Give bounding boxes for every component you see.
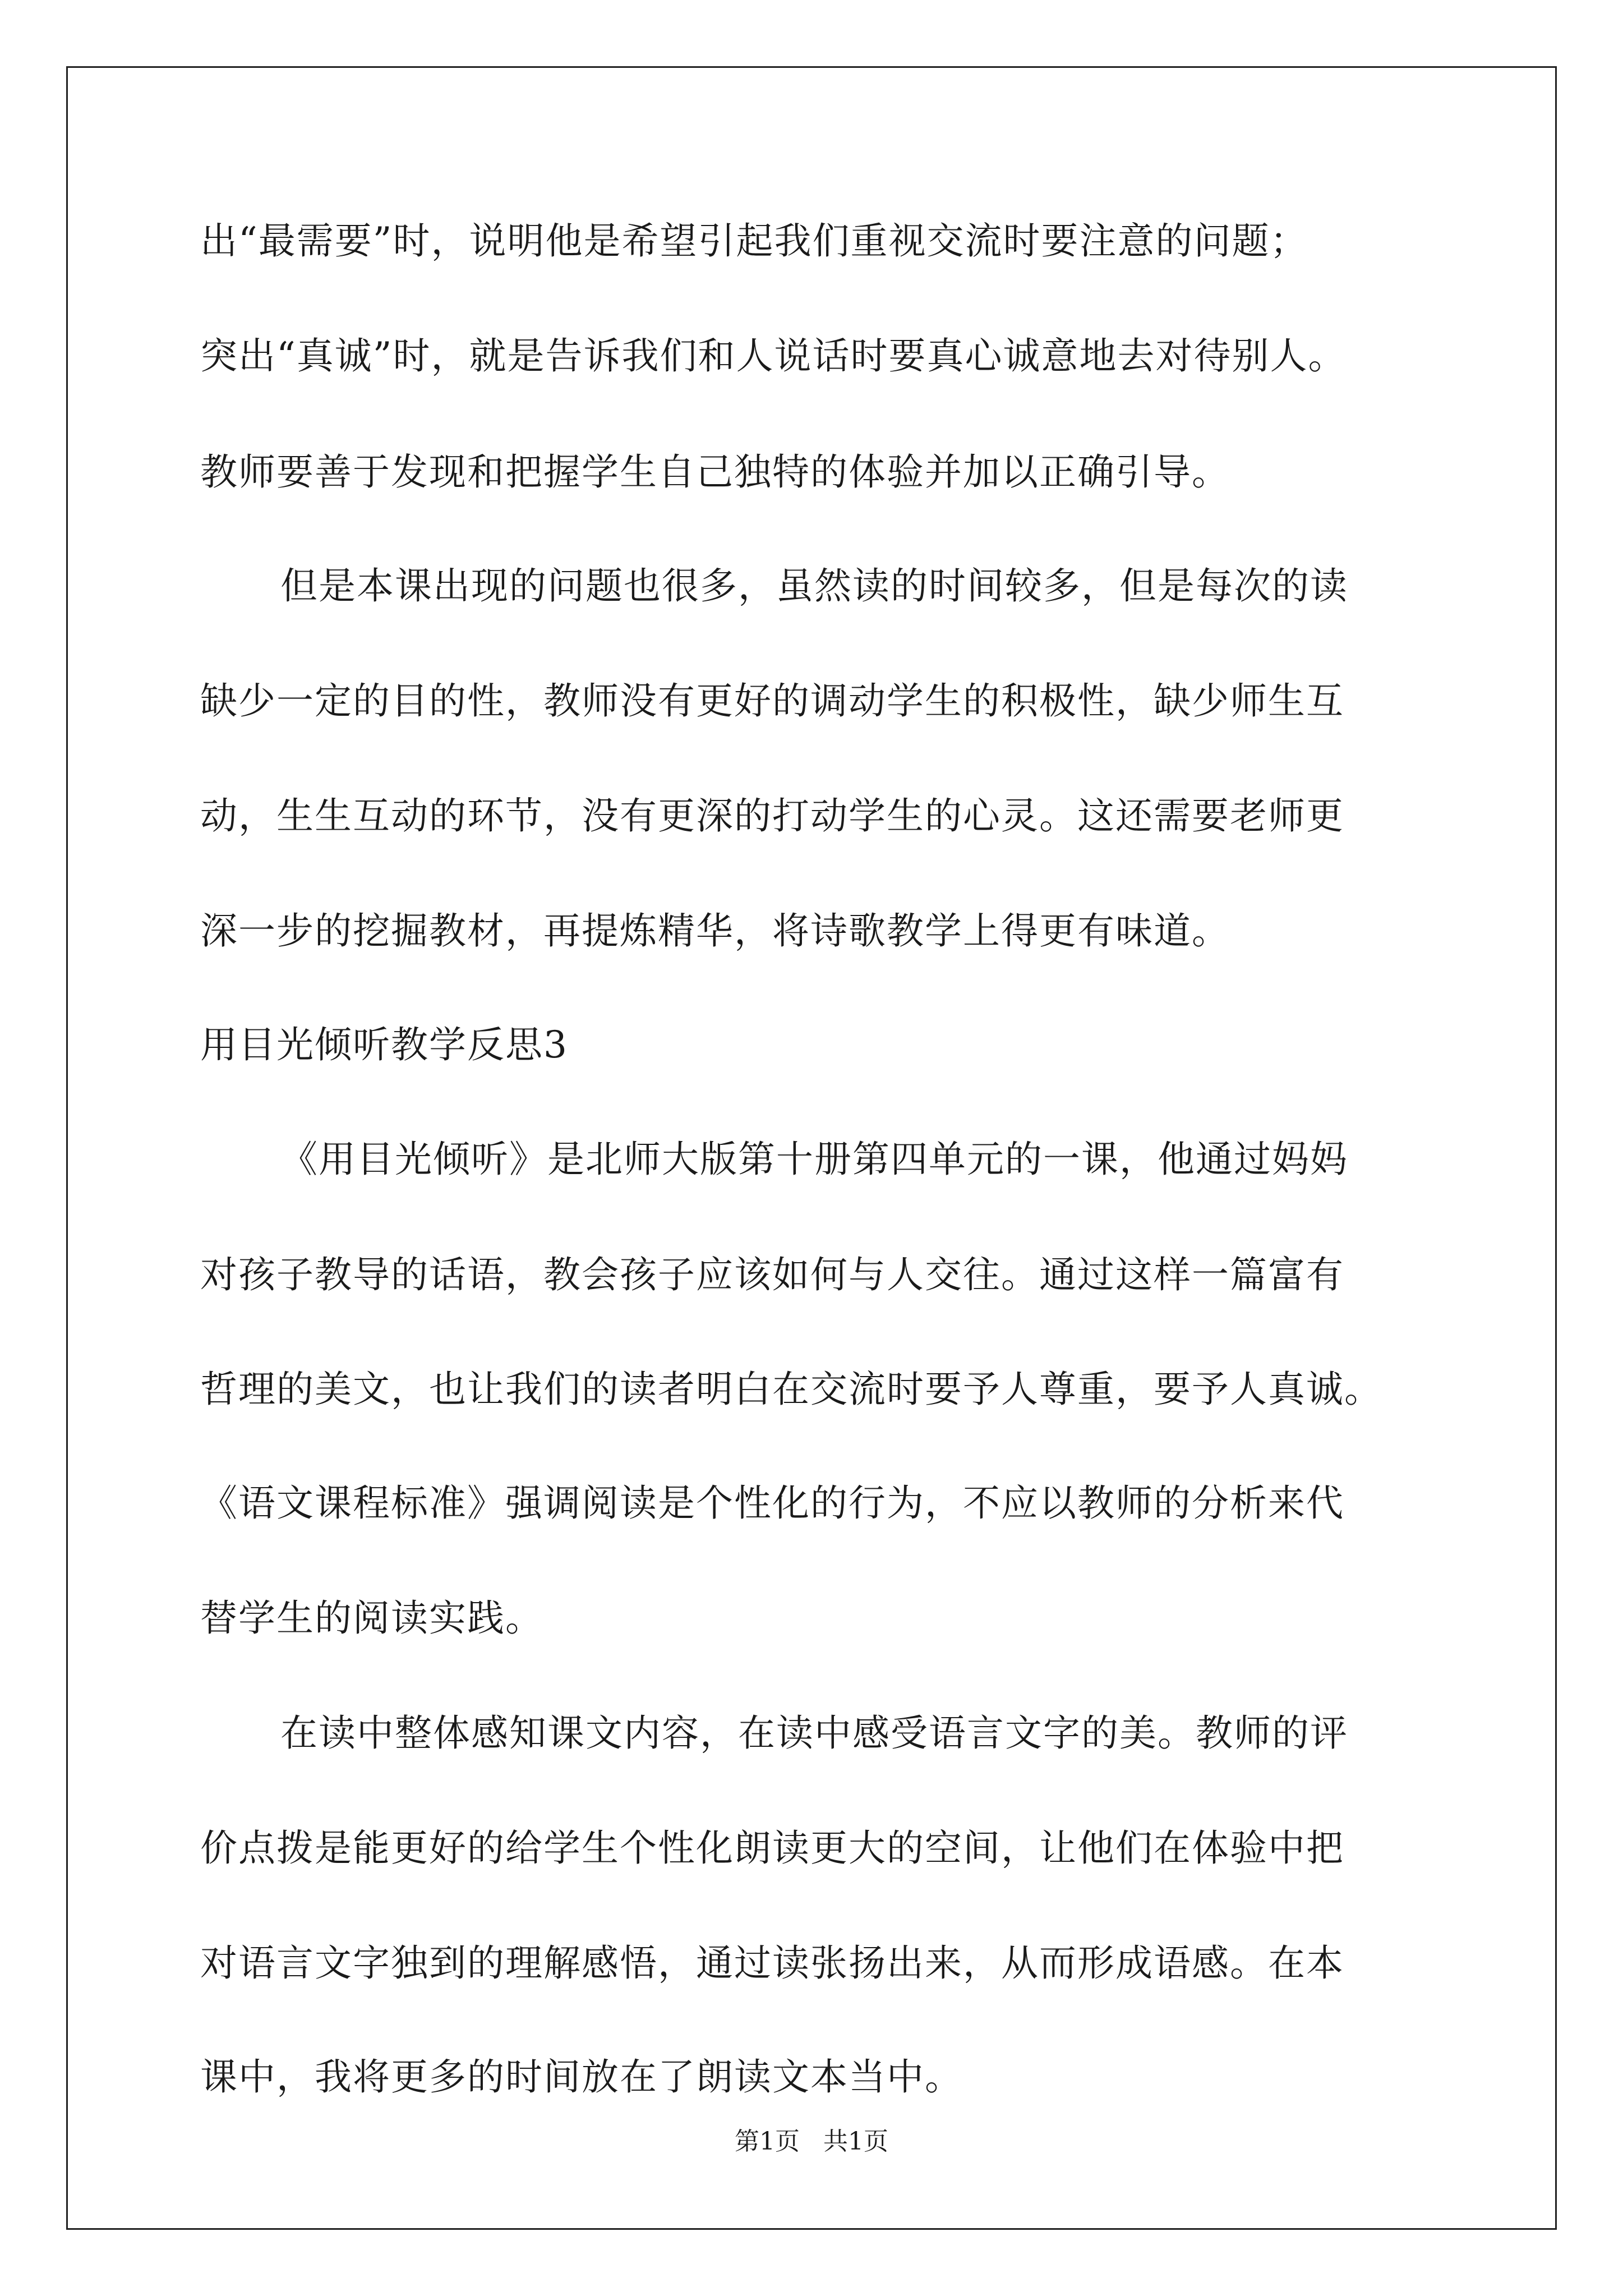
section-heading: 用目光倾听教学反思3 [200,1023,568,1066]
paragraph-first-line: 但是本课出现的问题也很多，虽然读的时间较多，但是每次的读 [280,564,1348,608]
text-line: 出“最需要”时，说明他是希望引起我们重视交流时要注意的问题； [200,219,1308,263]
text-line: 哲理的美文，也让我们的读者明白在交流时要予人尊重，要予人真诚。 [200,1368,1382,1411]
text-line: 对语言文字独到的理解感悟，通过读张扬出来，从而形成语感。在本 [200,1941,1344,1985]
text-line: 对孩子教导的话语，教会孩子应该如何与人交往。通过这样一篇富有 [200,1253,1344,1296]
page-footer: 第1页 共1页 [735,2127,888,2156]
text-line: 课中，我将更多的时间放在了朗读文本当中。 [200,2055,963,2099]
text-line: 突出“真诚”时，就是告诉我们和人说话时要真心诚意地去对待别人。 [200,334,1347,378]
paragraph-first-line: 在读中整体感知课文内容，在读中感受语言文字的美。教师的评 [280,1711,1348,1755]
text-line: 《语文课程标准》强调阅读是个性化的行为，不应以教师的分析来代 [200,1481,1344,1525]
text-line: 价点拨是能更好的给学生个性化朗读更大的空间，让他们在体验中把 [200,1826,1344,1870]
text-line: 替学生的阅读实践。 [200,1596,543,1640]
text-line: 教师要善于发现和把握学生自己独特的体验并加以正确引导。 [200,450,1230,494]
text-line: 动，生生互动的环节，没有更深的打动学生的心灵。这还需要老师更 [200,794,1344,838]
paragraph-first-line: 《用目光倾听》是北师大版第十册第四单元的一课，他通过妈妈 [280,1138,1348,1181]
text-line: 深一步的挖掘教材，再提炼精华，将诗歌教学上得更有味道。 [200,909,1230,953]
text-line: 缺少一定的目的性，教师没有更好的调动学生的积极性，缺少师生互 [200,679,1344,723]
